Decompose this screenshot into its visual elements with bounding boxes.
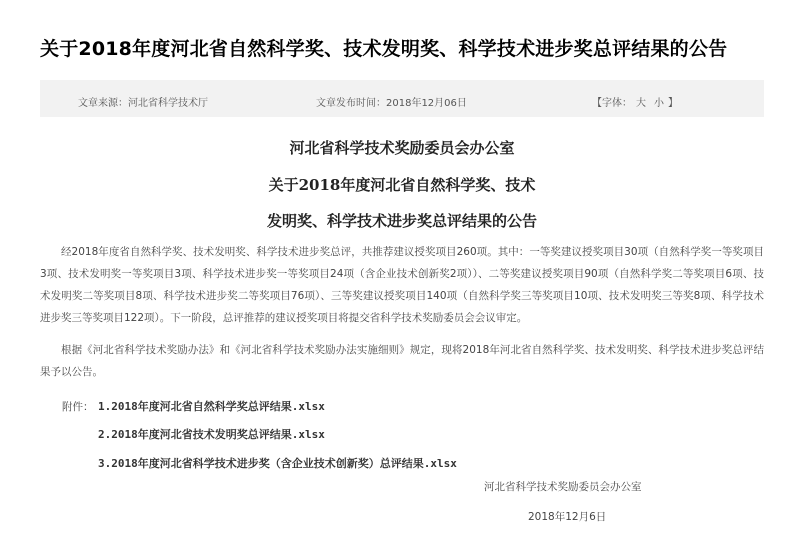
article-meta-bar bbox=[40, 80, 764, 117]
attachment-item bbox=[98, 398, 325, 414]
body-paragraph-basis: 根据《河北省科学技术奖励办法》和《河北省科学技术奖励办法实施细则》规定，现将2018年河北省自然科学奖、技术发明奖、科学技术进步奖总评结果予以公告。 bbox=[40, 344, 764, 378]
attachments-label: 附件： bbox=[62, 401, 94, 413]
page-title: 关于2018年度河北省自然科学奖、技术发明奖、科学技术进步奖总评结果的公告 bbox=[40, 38, 728, 60]
font-size-large-link[interactable]: 大 bbox=[636, 98, 646, 109]
font-size-label: 【字体： bbox=[592, 98, 632, 109]
article-source: 文章来源：河北省科学技术厅 bbox=[78, 98, 208, 109]
attachment-link-natural-science[interactable]: 1.2018年度河北省自然科学奖总评结果.xlsx bbox=[98, 400, 325, 413]
issuing-organization-heading: 河北省科学技术奖励委员会办公室 bbox=[289, 139, 515, 157]
attachment-link-technical-invention[interactable]: 2.2018年度河北省技术发明奖总评结果.xlsx bbox=[98, 428, 325, 441]
attachment-item bbox=[98, 455, 457, 471]
signature-date: 2018年12月6日 bbox=[528, 511, 607, 523]
font-size-control bbox=[592, 94, 678, 109]
font-size-bracket-end: 】 bbox=[668, 98, 678, 109]
notice-heading-line-2: 发明奖、科学技术进步奖总评结果的公告 bbox=[266, 212, 537, 230]
notice-heading-line-1: 关于2018年度河北省自然科学奖、技术 bbox=[268, 176, 536, 194]
font-size-small-link[interactable]: 小 bbox=[654, 98, 664, 109]
attachment-item bbox=[98, 426, 325, 442]
signature-organization: 河北省科学技术奖励委员会办公室 bbox=[484, 481, 642, 493]
attachment-link-sci-tech-progress[interactable]: 3.2018年度河北省科学技术进步奖（含企业技术创新奖）总评结果.xlsx bbox=[98, 457, 457, 470]
article-publish-date: 文章发布时间：2018年12月06日 bbox=[316, 98, 467, 109]
body-paragraph-summary: 经2018年度省自然科学奖、技术发明奖、科学技术进步奖总评，共推荐建议授奖项目260项。其中：一等奖建议授奖项目30项（自然科学奖一等奖项目3项、技术发明奖一等奖项目3项、科学技术进步奖一等奖项目24项（含企业技术创新奖2项））、二等奖建议授奖项目90项（自然科学奖二等奖项目6项、技术发明奖二等奖项目8项、科学技术进步奖二等奖项目76项）、三等奖建议授奖项目140项（自然科学奖三等奖项目10项、技术发明奖三等奖8项、科学技术进步奖三等奖项目122项）。下一阶段，总评推荐的建议授奖项目将提交省科学技术奖励委员会会议审定。 bbox=[40, 246, 764, 324]
